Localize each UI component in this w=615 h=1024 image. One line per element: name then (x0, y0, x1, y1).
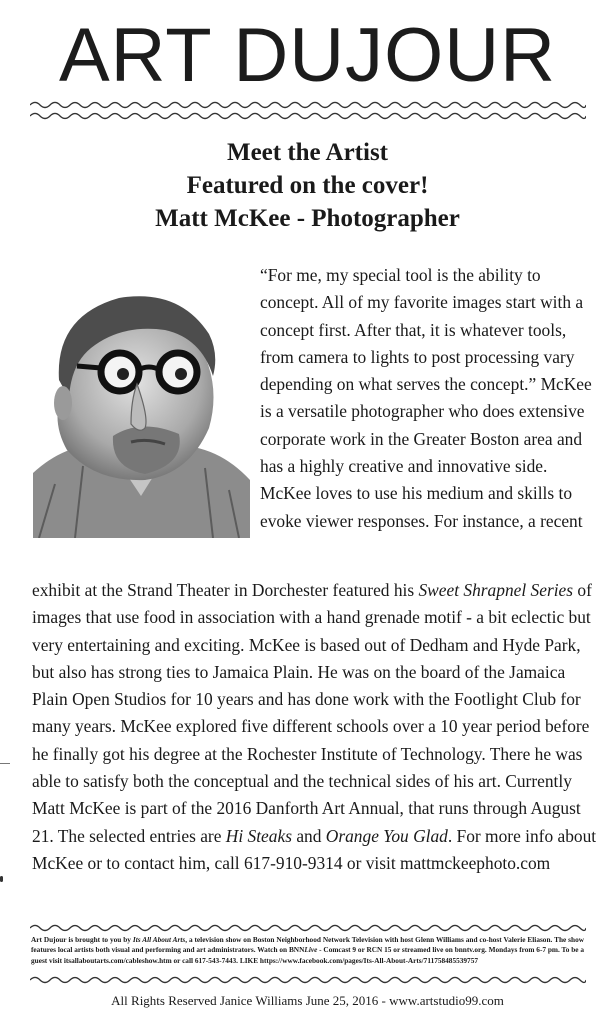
article-text-segment: and (291, 825, 326, 846)
headline-featured-on-cover: Featured on the cover! (186, 172, 429, 199)
entry-title-orange-you-glad: Orange You Glad (325, 825, 448, 846)
entry-title-hi-steaks: Hi Steaks (225, 825, 292, 846)
sponsor-fineprint (31, 935, 584, 966)
bnn-live-label: Live (304, 945, 318, 955)
wave-divider-lower (30, 923, 586, 933)
copyright-footer: All Rights Reserved Janice Williams June 25, 2016 - www.artstudio99.com (111, 993, 504, 1008)
headline-artist-name: Matt McKee - Photographer (155, 205, 460, 232)
show-name: Its All About Arts (132, 935, 186, 944)
margin-dot-mark (0, 876, 3, 882)
article-right-column-text: “For me, my special tool is the ability to concept. All of my favorite images start with a concept first. After that, it is whatever tools, from camera to lights to post processing vary depending on what serves the concept.” McKee is a versatile photographer who does extensive corporate work in the Greater Boston area and has a highly creative and innovative side. McKee loves to use his medium and skills to evoke viewer responses. For instance, a recent (260, 265, 592, 531)
wave-divider-top (30, 100, 586, 110)
fineprint-text: Art Dujour is brought to you by (31, 935, 133, 944)
article-full-width-text (32, 577, 604, 877)
article-text-segment: . For more info about McKee or to contact him, call 617-910-9314 or visit mattmckeephoto.com (32, 825, 597, 873)
artist-portrait-photo (33, 268, 250, 538)
margin-rule-mark (0, 763, 10, 764)
wave-divider-second (30, 111, 586, 121)
masthead-title: ART DUJOUR (58, 13, 557, 98)
article-text-segment: of images that use food in association with a hand grenade motif - a bit eclectic but very entertaining and exciting. McKee is based out of Dedham and Hyde Park, but also has strong ties to Jamaica Plain. He was on the board of the Jamaica Plain Open Studios for 10 years and has done work with the Footlight Club for many years. McKee explored five different schools over a 10 year period before he finally got his degree at the Rochester Institute of Technology. There he was able to satisfy both the conceptual and the technical sides of his art. Currently Matt McKee is part of the 2016 Danforth Art Annual, that runs through August 21. The selected entries are (32, 580, 592, 846)
series-title-sweet-shrapnel: Sweet Shrapnel Series (418, 580, 574, 600)
article-text-segment: exhibit at the Strand Theater in Dorchester featured his (32, 580, 419, 600)
fineprint-text: , a television show on Boston Neighborhood Network Television with host Glenn Williams and co-host Valerie Eliason. The show features local artists both visual and performing and art administrators. Watch on BNN (31, 935, 584, 955)
headline-meet-the-artist: Meet the Artist (226, 139, 389, 166)
fineprint-text: - Comcast 9 or RCN 15 or streamed live on bnntv.org. Mondays from 6-7 pm. To be a guest visit itsallaboutarts.com/cableshow.htm or call 617-543-7443. LIKE https://www.facebook.com/pages/Its-All-About-Arts/711758485539757 (31, 945, 585, 965)
wave-divider-bottom (30, 975, 586, 985)
